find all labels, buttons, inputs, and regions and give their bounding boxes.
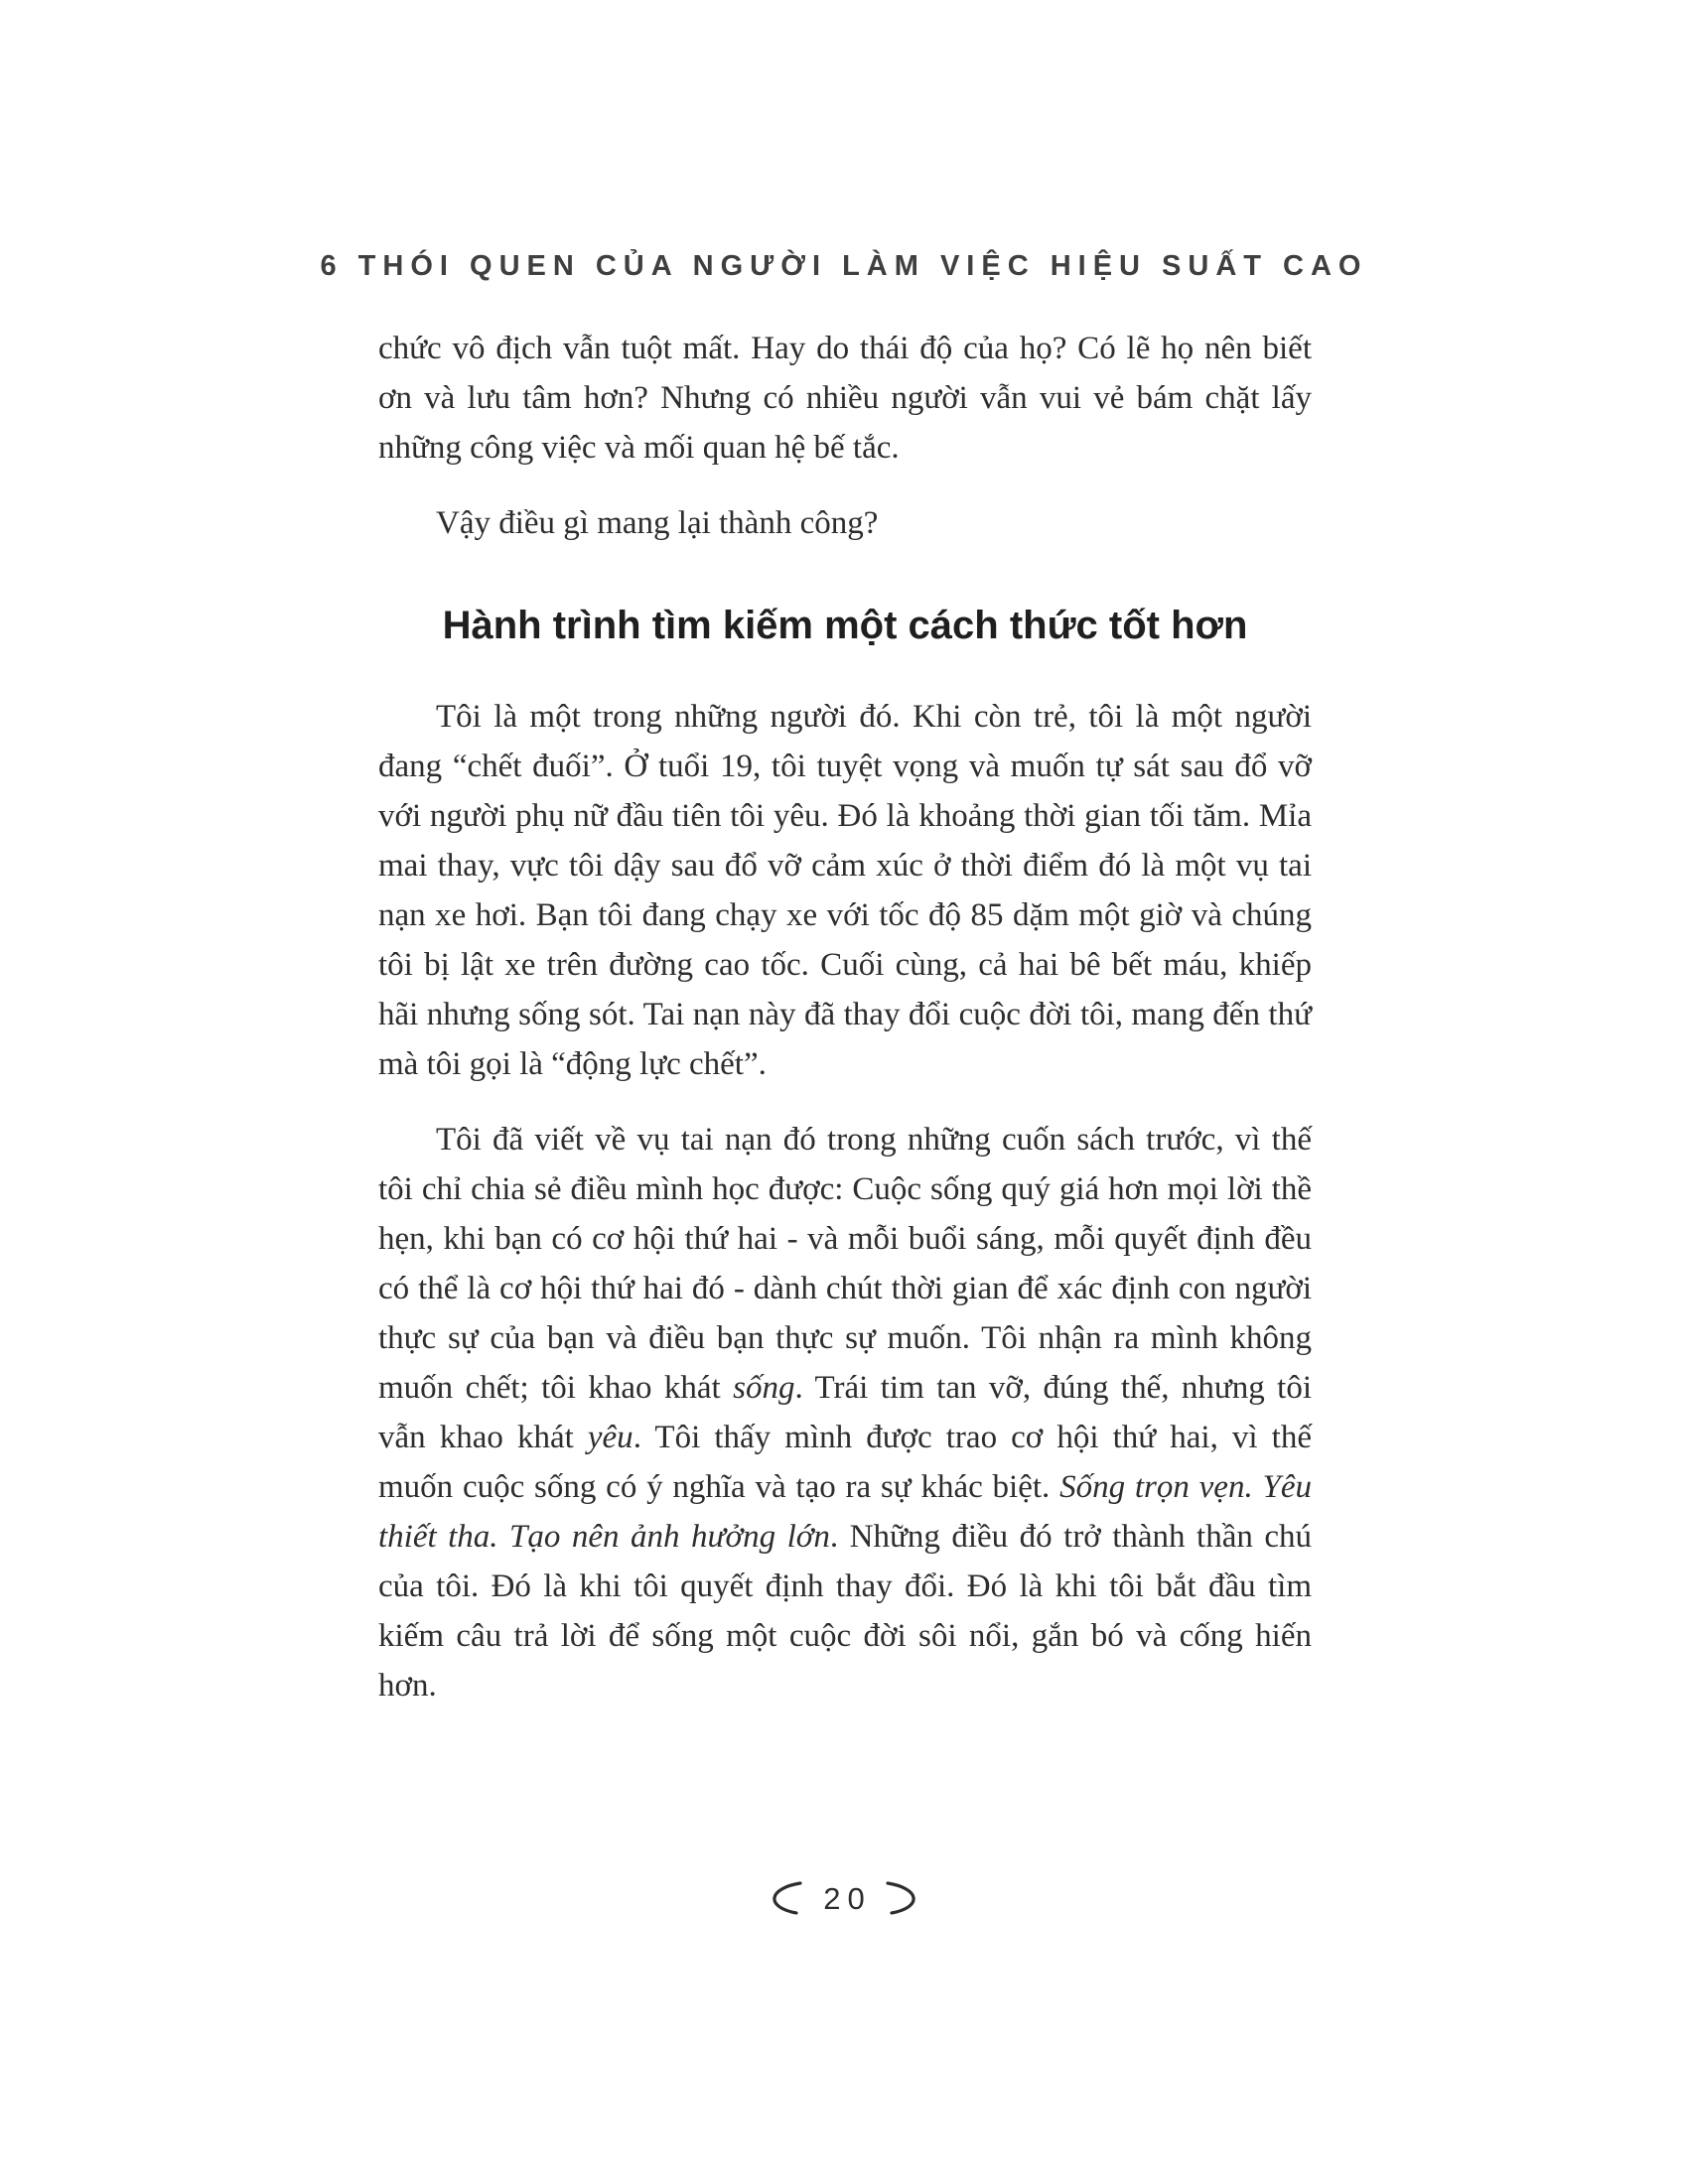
body-text: Tôi là một trong những người đó. Khi còn trẻ, tôi là một người đang “chết đuối”. Ở tuổi 19, tôi tuyệt vọng và muốn tự sát sau đổ vỡ với người phụ nữ đầu tiên tôi yêu. Đó là khoảng thời gian tối tăm. Mỉa mai thay, vực tôi dậy sau đổ vỡ cảm xúc ở thời điểm đó là một vụ tai nạn xe hơi. Bạn tôi đang chạy xe với tốc độ 85 dặm một giờ và chúng tôi bị lật xe trên đường cao tốc. Cuối cùng, cả hai bê bết máu, khiếp hãi nhưng sống sót. Tai nạn này đã thay đổi cuộc đời tôi, mang đến thứ mà tôi gọi là “động lực chết”. — [378, 699, 1312, 1082]
paragraph — [378, 1115, 1312, 1710]
body-text: chức vô địch vẫn tuột mất. Hay do thái độ của họ? Có lẽ họ nên biết ơn và lưu tâm hơn? Nhưng có nhiều người vẫn vui vẻ bám chặt lấy những công việc và mối quan hệ bế tắc. — [378, 331, 1312, 466]
body-text: . Những điều đó trở thành thần chú của tôi. Đó là khi tôi quyết định thay đổi. Đó là khi tôi bắt đầu tìm kiếm câu trả lời để sống một cuộc đời sôi nổi, gắn bó và cống hiến hơn. — [378, 1519, 1312, 1704]
page-footer — [0, 1881, 1688, 1915]
page-content — [378, 324, 1312, 1736]
paragraph — [378, 498, 1312, 548]
section-paragraphs — [378, 692, 1312, 1710]
page-number-right-ornament-icon — [886, 1881, 931, 1915]
body-text: Tôi đã viết về vụ tai nạn đó trong những cuốn sách trước, vì thế tôi chỉ chia sẻ điều mình học được: Cuộc sống quý giá hơn mọi lời thề hẹn, khi bạn có cơ hội thứ hai - và mỗi buổi sáng, mỗi quyết định đều có thể là cơ hội thứ hai đó - dành chút thời gian để xác định con người thực sự của bạn và điều bạn thực sự muốn. Tôi nhận ra mình không muốn chết; tôi khao khát — [378, 1122, 1312, 1406]
section-heading: Hành trình tìm kiếm một cách thức tốt hơn — [442, 604, 1248, 647]
running-header: 6 THÓI QUEN CỦA NGƯỜI LÀM VIỆC HIỆU SUẤT CAO — [320, 250, 1368, 282]
body-text: . Tôi thấy mình được trao cơ hội thứ hai, vì thế muốn cuộc sống có ý nghĩa và tạo ra sự khác biệt. — [378, 1420, 1312, 1505]
paragraph — [378, 324, 1312, 473]
intro-paragraphs — [378, 324, 1312, 548]
body-text: Vậy điều gì mang lại thành công? — [436, 505, 879, 541]
emphasized-text: Sống trọn vẹn. Yêu thiết tha. Tạo nên ảnh hưởng lớn — [378, 1469, 1312, 1555]
paragraph — [378, 692, 1312, 1089]
page-number-left-ornament-icon — [757, 1881, 802, 1915]
page-number: 20 — [823, 1880, 872, 1916]
body-text: . Trái tim tan vỡ, đúng thế, nhưng tôi vẫn khao khát — [378, 1370, 1312, 1455]
emphasized-text: sống — [733, 1370, 795, 1406]
emphasized-text: yêu — [587, 1420, 633, 1455]
